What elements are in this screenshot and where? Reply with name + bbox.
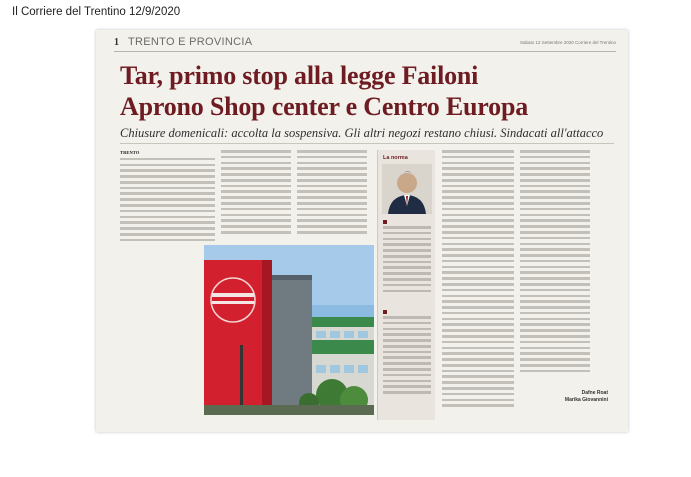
author-2: Marika Giovannini: [564, 397, 608, 403]
portrait-photo: [382, 164, 432, 214]
section-number: 1: [114, 37, 119, 48]
bullet-icon: [383, 220, 387, 224]
article-headline: [120, 60, 600, 122]
article-column-1: [120, 150, 215, 420]
section-name: TRENTO E PROVINCIA: [128, 36, 253, 48]
section-header: [114, 36, 616, 52]
person-portrait-icon: [382, 164, 432, 214]
bullet-icon: [383, 310, 387, 314]
headline-line-2: Aprono Shop center e Centro Europa: [120, 92, 529, 121]
sidebar-text-2: [383, 310, 431, 397]
section-date: Sabato 12 Settembre 2020 Corriere del Trentino: [519, 40, 616, 45]
lead-word: TRENTO: [120, 150, 140, 155]
author-1: Dafne Roat: [581, 390, 608, 396]
article-column-6: [520, 150, 590, 420]
shopping-center-photo: [204, 245, 374, 415]
image-caption: Il Corriere del Trentino 12/9/2020: [12, 6, 181, 18]
article-subhead: Chiusure domenicali: accolta la sospensiva. Gli altri negozi restano chiusi. Sindacati all'attacco: [120, 126, 604, 140]
article-column-5: [442, 150, 514, 420]
column-text: [120, 158, 215, 242]
sidebar-text-1: [383, 220, 431, 295]
sidebar-label: La norma: [383, 155, 408, 161]
newspaper-page: [96, 30, 628, 432]
article-byline: [565, 390, 608, 404]
building-illustration: [204, 245, 374, 415]
divider: [120, 143, 614, 144]
headline-line-1: Tar, primo stop alla legge Failoni: [120, 61, 479, 90]
sidebar-box: [377, 150, 435, 420]
